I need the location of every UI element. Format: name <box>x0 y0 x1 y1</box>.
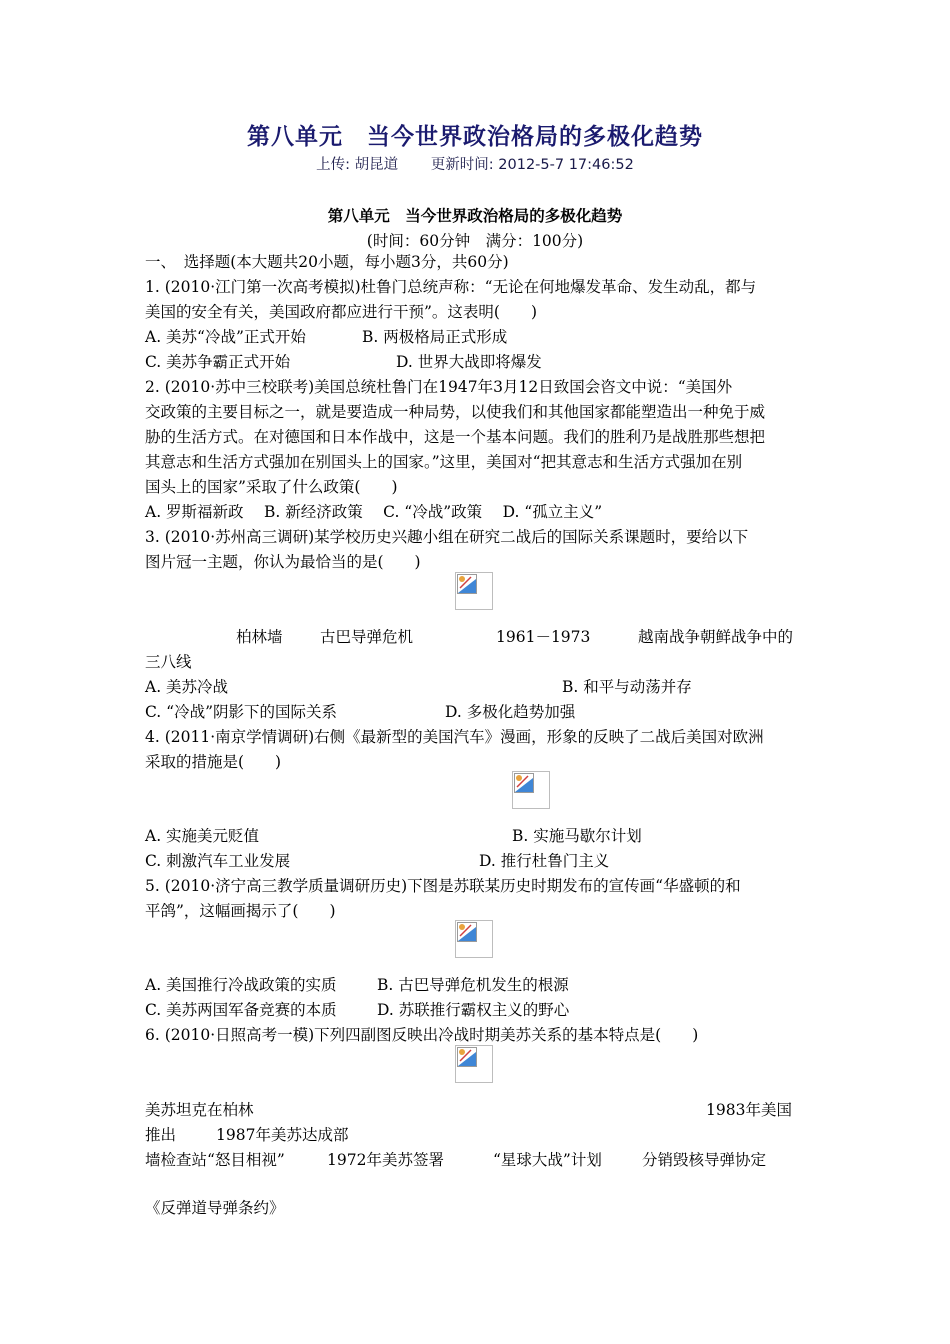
q6-caption-5: 墙检查站“怒目相视” <box>145 1151 285 1169</box>
time-info: (时间：60分钟 满分：100分) <box>366 232 584 250</box>
q3-line-1: 3. (2010·苏州高三调研)某学校历史兴趣小组在研究二战后的国际关系课题时，要给以下 <box>145 528 749 546</box>
q6-caption-3: 推出 <box>145 1126 177 1144</box>
q1-option-b: B. 两极格局正式形成 <box>362 328 508 346</box>
q1-option-d: D. 世界大战即将爆发 <box>396 353 542 371</box>
q3-caption-vietnam: 越南战争朝鲜战争中的 <box>638 628 794 646</box>
q6-caption-7: “星球大战”计划 <box>493 1151 602 1169</box>
q6-caption-4: 1987年美苏达成部 <box>216 1126 349 1144</box>
broken-image-icon <box>455 920 493 958</box>
section-heading: 一、 选择题(本大题共20小题，每小题3分，共60分) <box>145 253 509 271</box>
q6-caption-6: 1972年美苏签署 <box>327 1151 444 1169</box>
q4-option-a: A. 实施美元贬值 <box>145 827 260 845</box>
q5-line-1: 5. (2010·济宁高三教学质量调研历史)下图是苏联某历史时期发布的宣传画“华盛顿的和 <box>145 877 741 895</box>
q6-caption-8: 分销毁核导弹协定 <box>642 1151 767 1169</box>
broken-image-icon <box>455 1045 493 1083</box>
q3-caption-berlin-wall: 柏林墙 <box>236 628 283 646</box>
q6-line-1: 6. (2010·日照高考一模)下列四副图反映出冷战时期美苏关系的基本特点是( ) <box>145 1026 699 1044</box>
broken-image-icon <box>512 771 550 809</box>
q1-option-a: A. 美苏“冷战”正式开始 <box>145 328 306 346</box>
q2-line-3: 胁的生活方式。在对德国和日本作战中，这是一个基本问题。我们的胜利乃是战胜那些想把 <box>145 428 766 446</box>
q1-line-2: 美国的安全有关，美国政府都应进行干预”。这表明( ) <box>145 303 538 321</box>
q2-line-5: 国头上的国家”采取了什么政策( ) <box>145 478 398 496</box>
q6-caption-1: 美苏坦克在柏林 <box>145 1101 254 1119</box>
upload-info <box>0 153 950 174</box>
q5-option-d: D. 苏联推行霸权主义的野心 <box>377 1001 570 1019</box>
q4-option-c: C. 刺激汽车工业发展 <box>145 852 291 870</box>
q5-option-a: A. 美国推行冷战政策的实质 <box>145 976 337 994</box>
q4-line-1: 4. (2011·南京学情调研)右侧《最新型的美国汽车》漫画，形象的反映了二战后美国对欧洲 <box>145 728 764 746</box>
q3-line-2: 图片冠一主题，你认为最恰当的是( ) <box>145 553 421 571</box>
q2-line-1: 2. (2010·苏中三校联考)美国总统杜鲁门在1947年3月12日致国会咨文中说：“美国外 <box>145 378 733 396</box>
q5-option-c: C. 美苏两国军备竞赛的本质 <box>145 1001 337 1019</box>
q4-line-2: 采取的措施是( ) <box>145 753 282 771</box>
q3-option-d: D. 多极化趋势加强 <box>445 703 576 721</box>
q3-caption-cuba: 古巴导弹危机 <box>320 628 414 646</box>
q3-option-b: B. 和平与动荡并存 <box>562 678 692 696</box>
broken-image-icon <box>455 572 493 610</box>
q1-option-c: C. 美苏争霸正式开始 <box>145 353 291 371</box>
q3-caption-38th: 三八线 <box>145 653 192 671</box>
q3-caption-years: 1961－1973 <box>496 628 591 646</box>
q5-line-2: 平鸽”，这幅画揭示了( ) <box>145 902 336 920</box>
q3-option-c: C. “冷战”阴影下的国际关系 <box>145 703 338 721</box>
q1-line-1: 1. (2010·江门第一次高考模拟)杜鲁门总统声称：“无论在何地爆发革命、发生动乱，都与 <box>145 278 757 296</box>
q2-line-2: 交政策的主要目标之一，就是要造成一种局势，以使我们和其他国家都能塑造出一种免于威 <box>145 403 766 421</box>
q5-option-b: B. 古巴导弹危机发生的根源 <box>377 976 569 994</box>
uploader-label: 上传: 胡昆道 <box>316 157 399 173</box>
update-time: 更新时间: 2012-5-7 17:46:52 <box>430 157 634 173</box>
q2-options: A. 罗斯福新政 B. 新经济政策 C. “冷战”政策 D. “孤立主义” <box>145 503 603 521</box>
q3-option-a: A. 美苏冷战 <box>145 678 229 696</box>
q4-option-d: D. 推行杜鲁门主义 <box>479 852 610 870</box>
q6-caption-2: 1983年美国 <box>706 1101 792 1119</box>
q4-option-b: B. 实施马歇尔计划 <box>512 827 642 845</box>
page-title: 第八单元 当今世界政治格局的多极化趋势 <box>247 124 703 150</box>
document-subtitle: 第八单元 当今世界政治格局的多极化趋势 <box>327 206 623 225</box>
q2-line-4: 其意志和生活方式强加在别国头上的国家。”这里，美国对“把其意志和生活方式强加在别 <box>145 453 743 471</box>
q6-caption-9: 《反弹道导弹条约》 <box>145 1199 285 1217</box>
